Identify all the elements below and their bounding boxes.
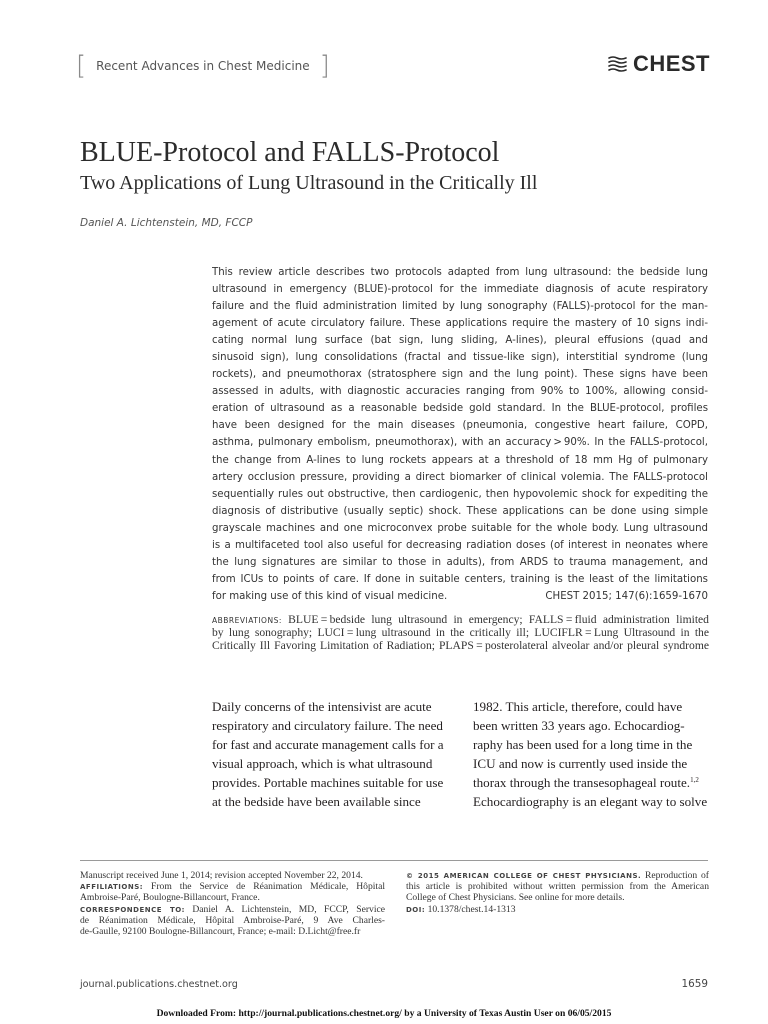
body-line: provides. Portable machines suitable for use xyxy=(212,775,444,791)
body-column-right xyxy=(473,697,708,812)
manuscript-received: Manuscript received June 1, 2014; revision accepted November 22, 2014. xyxy=(80,870,363,881)
abbreviations-label: ABBREVIATIONS: xyxy=(212,616,282,625)
correspondence-text: Daniel A. Lichtenstein, MD, FCCP, Service xyxy=(192,903,385,915)
copyright-line: College of Chest Physicians. See online for more details. xyxy=(406,892,625,904)
abstract-lines xyxy=(212,264,708,588)
footnotes-right xyxy=(406,870,709,915)
body-line: been written 33 years ago. Echocardiog- xyxy=(473,718,685,734)
article-author: Daniel A. Lichtenstein, MD, FCCP xyxy=(80,217,253,229)
correspondence-line: de-Gaulle, 92100 Boulogne-Billancourt, France; e-mail: D.Licht@free.fr xyxy=(80,925,361,937)
page-number: 1659 xyxy=(681,978,708,990)
abstract-line: grayscale machines and one microconvex probe suitable for the whole body. Lung ultrasound xyxy=(212,522,708,534)
copyright-line: this article is prohibited without written permission from the American xyxy=(406,881,709,893)
body-line: ICU and now is currently used inside the xyxy=(473,756,688,772)
doi-link[interactable]: 10.1378/chest.14-1313 xyxy=(427,903,516,915)
body-line: raphy has been used for a long time in the xyxy=(473,737,693,753)
body-line: respiratory and circulatory failure. The need xyxy=(212,718,443,734)
body-column-right-lines xyxy=(473,697,708,773)
abstract-line: from ICUs to points of care. If done in suitable centers, training is the least of the limitations xyxy=(212,573,708,585)
abstract-line: cating normal lung surface (bat sign, lung sliding, A-lines), pleural effusions (quad and xyxy=(212,335,708,347)
left-bracket: [ xyxy=(76,51,87,81)
section-label: Recent Advances in Chest Medicine xyxy=(96,59,310,73)
body-column-left xyxy=(212,697,447,812)
body-line-text: thorax through the transesophageal route. xyxy=(473,775,691,791)
body-line: at the bedside have been available since xyxy=(212,794,421,810)
affiliations-line xyxy=(80,881,385,892)
article-subtitle: Two Applications of Lung Ultrasound in the Critically Ill xyxy=(80,172,538,194)
abbreviations-line: Critically Ill Favoring Limitation of Radiation; PLAPS = posterolateral alveolar and/or pleural syndrome xyxy=(212,639,709,652)
abstract-line: This review article describes two protocols adapted from lung ultrasound: the bedside lung xyxy=(212,267,708,278)
body-line xyxy=(473,773,708,792)
footnotes-left xyxy=(80,870,385,937)
abstract-line: artery occlusion pressure, providing a direct biomarker of clinical volemia. The FALLS-protocol xyxy=(212,471,708,483)
body-line: visual approach, which is what ultrasound xyxy=(212,756,433,772)
abbreviations-line: by lung sonography; LUCI = lung ultrasound in the critically ill; LUCIFLR = Lung Ultrasound in the xyxy=(212,626,709,639)
abstract-line: asthma, pulmonary embolism, pneumothorax), with an accuracy > 90%. In the FALLS-protocol, xyxy=(212,437,708,449)
affiliations-line: Ambroise-Paré, Boulogne-Billancourt, France. xyxy=(80,892,260,904)
abstract-line: the lung signatures are similar to those in adults), from ARDS to trauma management, and xyxy=(212,556,708,568)
abstract-line: eration of ultrasound as a reasonable bedside gold standard. In the BLUE-protocol, profiles xyxy=(212,403,708,415)
affiliations-label: AFFILIATIONS: xyxy=(80,883,144,892)
copyright-line xyxy=(406,870,709,881)
article-title: BLUE-Protocol and FALLS-Protocol xyxy=(80,137,500,168)
abbreviations-line xyxy=(212,613,709,626)
copyright-text: Reproduction of xyxy=(644,870,709,881)
reference-superscript[interactable]: 1,2 xyxy=(690,776,699,785)
correspondence-label: CORRESPONDENCE TO: xyxy=(80,905,185,914)
doi-label: DOI: xyxy=(406,905,426,914)
abstract-closing-text: for making use of this kind of visual medicine. xyxy=(212,590,448,602)
abbreviations xyxy=(212,613,709,652)
correspondence-line: de Réanimation Médicale, Hôpital Ambroise-Paré, 9 Ave Charles- xyxy=(80,914,385,926)
right-bracket: ] xyxy=(319,51,330,81)
abstract-line: have been designed for the main diseases (pneumonia, congestive heart failure, COPD, xyxy=(212,420,708,432)
body-line: Echocardiography is an elegant way to solve xyxy=(473,794,708,810)
chest-logo xyxy=(607,51,710,77)
chest-logo-icon xyxy=(607,55,629,73)
footnote-divider xyxy=(80,860,708,861)
body-line: for fast and accurate management calls for a xyxy=(212,737,444,753)
abstract-line: sequentially rules out obstructive, then cardiogenic, then hypovolemic shock for expediting the xyxy=(212,488,708,500)
affiliations-text: From the Service de Réanimation Médicale, Hôpital xyxy=(151,881,385,893)
abstract-line: diagnosis of distributive (usually septic) shock. These applications can be done using simple xyxy=(212,505,708,517)
body-line: Daily concerns of the intensivist are acute xyxy=(212,699,432,714)
section-tag xyxy=(76,52,330,80)
citation: CHEST 2015; 147(6):1659-1670 xyxy=(545,590,708,602)
abstract xyxy=(212,264,708,605)
abstract-line: the change from A-lines to lung rockets appears at a threshold of 18 mm Hg of pulmonary xyxy=(212,454,708,466)
abbreviations-text: BLUE = bedside lung ultrasound in emergency; FALLS = fluid administration limited xyxy=(288,613,709,626)
journal-url[interactable]: journal.publications.chestnet.org xyxy=(80,979,238,990)
abstract-line: is a multifaceted tool also useful for decreasing radiation doses (of interest in neonates where xyxy=(212,539,708,551)
abstract-line: sinusoid sign), lung consolidations (fractal and tissue-like sign), interstitial syndrome (lung xyxy=(212,352,708,364)
abstract-line: agement of acute circulatory failure. These applications require the mastery of 10 signs indi- xyxy=(212,318,708,330)
abstract-line: rockets), and pneumothorax (stratosphere sign and the lung point). These signs have been xyxy=(212,369,708,381)
logo-text: CHEST xyxy=(632,51,710,76)
abstract-last-line xyxy=(212,588,708,605)
download-note: Downloaded From: http://journal.publications.chestnet.org/ by a University of Texas Austin User on 06/05/2015 xyxy=(156,1008,612,1019)
body-line: 1982. This article, therefore, could have xyxy=(473,699,683,714)
correspondence-line xyxy=(80,904,385,915)
abstract-line: failure and the fluid administration limited by lung sonography (FALLS)-protocol for the man- xyxy=(212,301,708,313)
copyright-label: © 2015 AMERICAN COLLEGE OF CHEST PHYSICIANS. xyxy=(406,872,642,880)
doi-line xyxy=(406,904,709,915)
abstract-line: assessed in adults, with diagnostic accuracies ranging from 90% to 100%, allowing consid- xyxy=(212,386,708,398)
abstract-line: ultrasound in emergency (BLUE)-protocol for the immediate diagnosis of acute respiratory xyxy=(212,284,708,296)
